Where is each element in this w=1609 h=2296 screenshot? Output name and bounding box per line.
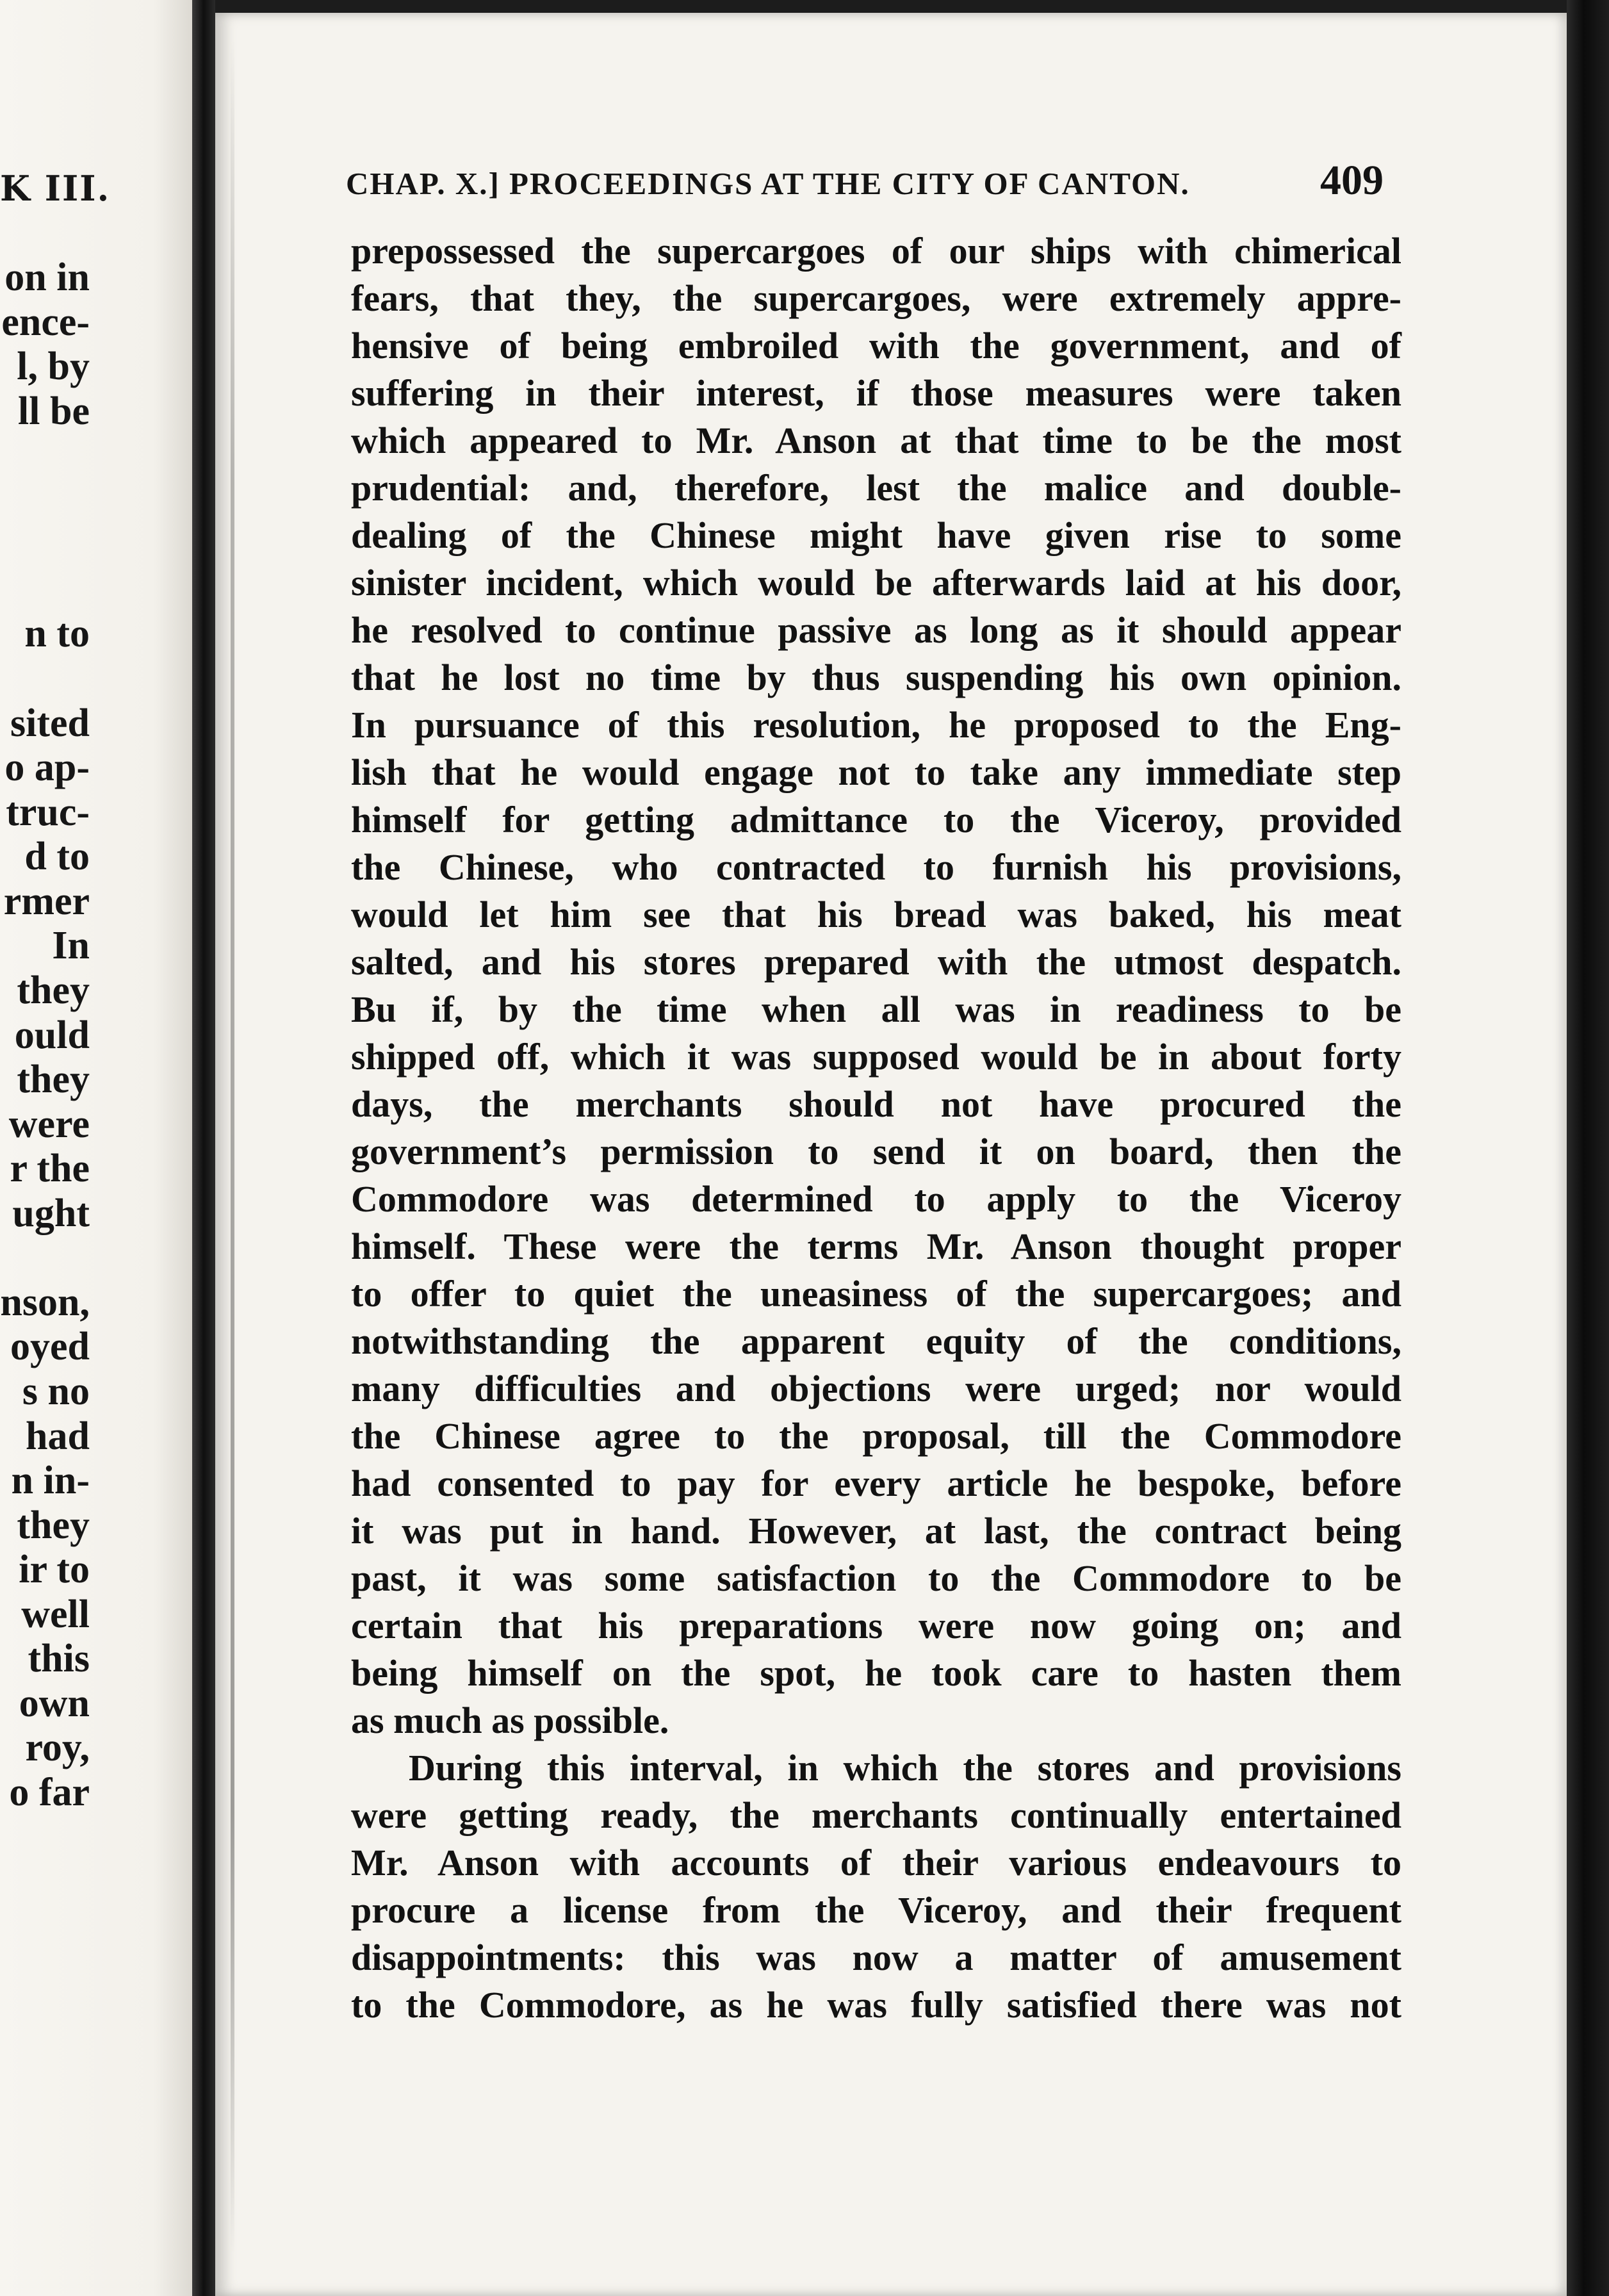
text-line: many difficulties and objections were urged; nor would bbox=[351, 1368, 1401, 1409]
text-line: sinister incident, which would be afterwards laid at his door, bbox=[351, 562, 1401, 603]
left-text-fragment: n in- bbox=[11, 1459, 90, 1503]
text-line: the Chinese, who contracted to furnish his provisions, bbox=[351, 846, 1401, 888]
text-line: were getting ready, the merchants continually entertained bbox=[351, 1794, 1401, 1836]
left-running-head: K III. bbox=[0, 168, 111, 209]
running-head: CHAP. X.] PROCEEDINGS AT THE CITY OF CANTON. bbox=[346, 166, 1190, 201]
left-text-fragment: In bbox=[52, 924, 90, 968]
left-text-fragment: o ap- bbox=[4, 746, 90, 790]
text-line: notwithstanding the apparent equity of the conditions, bbox=[351, 1320, 1401, 1362]
text-line: past, it was some satisfaction to the Commodore to be bbox=[351, 1557, 1401, 1599]
text-line: fears, that they, the supercargoes, were extremely appre- bbox=[351, 277, 1401, 319]
text-line: to the Commodore, as he was fully satisfied there was not bbox=[351, 1984, 1401, 2026]
text-line: being himself on the spot, he took care to hasten them bbox=[351, 1652, 1401, 1694]
text-line: During this interval, in which the stores and provisions bbox=[409, 1747, 1401, 1789]
text-line: would let him see that his bread was baked, his meat bbox=[351, 894, 1401, 935]
left-text-fragment: sited bbox=[10, 701, 90, 745]
page-edge bbox=[1567, 0, 1609, 2296]
left-text-fragment: ught bbox=[12, 1191, 90, 1235]
text-line: prepossessed the supercargoes of our ships with chimerical bbox=[351, 230, 1401, 272]
left-text-fragment: were bbox=[8, 1102, 90, 1146]
left-text-fragment: they bbox=[17, 1503, 90, 1547]
left-text-fragment: this bbox=[28, 1637, 90, 1681]
text-line: Commodore was determined to apply to the Viceroy bbox=[351, 1178, 1401, 1220]
text-line: to offer to quiet the uneasiness of the supercargoes; and bbox=[351, 1273, 1401, 1315]
left-text-fragment: they bbox=[17, 968, 90, 1012]
left-text-fragment: r the bbox=[10, 1147, 90, 1191]
page-header bbox=[346, 156, 1384, 204]
text-line: had consented to pay for every article he bespoke, before bbox=[351, 1463, 1401, 1504]
text-line: certain that his preparations were now going on; and bbox=[351, 1605, 1401, 1646]
page-number: 409 bbox=[1320, 157, 1384, 204]
left-text-fragment: rmer bbox=[3, 879, 90, 923]
left-text-fragment: o far bbox=[9, 1771, 90, 1815]
left-text-fragment: truc- bbox=[6, 790, 90, 834]
page-margin-shadow bbox=[231, 38, 234, 2255]
left-text-fragment: ence- bbox=[1, 300, 90, 344]
text-line: Bu if, by the time when all was in readiness to be bbox=[351, 988, 1401, 1030]
text-line: prudential: and, therefore, lest the malice and double- bbox=[351, 467, 1401, 509]
text-line: days, the merchants should not have procured the bbox=[351, 1083, 1401, 1125]
left-text-fragment: well bbox=[21, 1592, 90, 1636]
left-text-fragment: n to bbox=[24, 612, 90, 656]
text-line: he resolved to continue passive as long as it should appear bbox=[351, 609, 1401, 651]
text-line: that he lost no time by thus suspending his own opinion. bbox=[351, 657, 1401, 698]
text-line: procure a license from the Viceroy, and their frequent bbox=[351, 1889, 1401, 1931]
left-text-fragment: on in bbox=[4, 256, 90, 299]
text-line: dealing of the Chinese might have given rise to some bbox=[351, 514, 1401, 556]
body-text bbox=[351, 227, 1401, 2029]
left-text-fragment: they bbox=[17, 1058, 90, 1102]
left-text-fragment: ll be bbox=[18, 389, 90, 433]
text-line: himself for getting admittance to the Viceroy, provided bbox=[351, 799, 1401, 840]
text-line: lish that he would engage not to take any immediate step bbox=[351, 751, 1401, 793]
text-line: which appeared to Mr. Anson at that time to be the most bbox=[351, 420, 1401, 461]
left-text-fragment: roy, bbox=[25, 1726, 90, 1770]
text-line: Mr. Anson with accounts of their various endeavours to bbox=[351, 1842, 1401, 1883]
text-line: government’s permission to send it on board, then the bbox=[351, 1131, 1401, 1172]
left-text-fragment: oyed bbox=[10, 1325, 90, 1369]
text-line: himself. These were the terms Mr. Anson thought proper bbox=[351, 1226, 1401, 1267]
left-text-fragment: ould bbox=[14, 1013, 90, 1057]
text-line: shipped off, which it was supposed would be in about forty bbox=[351, 1036, 1401, 1078]
left-text-fragment: own bbox=[19, 1681, 90, 1725]
left-text-fragment: nson, bbox=[0, 1280, 90, 1324]
text-line: the Chinese agree to the proposal, till the Commodore bbox=[351, 1415, 1401, 1457]
left-page bbox=[0, 0, 192, 2296]
text-line: salted, and his stores prepared with the utmost despatch. bbox=[351, 941, 1401, 983]
text-line: suffering in their interest, if those measures were taken bbox=[351, 372, 1401, 414]
text-line: it was put in hand. However, at last, the contract being bbox=[351, 1510, 1401, 1552]
left-text-fragment: had bbox=[26, 1414, 90, 1458]
left-text-fragment: l, by bbox=[17, 345, 90, 389]
text-line: disappointments: this was now a matter of amusement bbox=[351, 1937, 1401, 1978]
left-text-fragment: s no bbox=[22, 1370, 90, 1413]
left-text-fragment: ir to bbox=[19, 1548, 90, 1592]
text-line: In pursuance of this resolution, he proposed to the Eng- bbox=[351, 704, 1401, 746]
book-gutter bbox=[192, 0, 215, 2296]
left-text-fragment: d to bbox=[24, 835, 90, 879]
text-line: hensive of being embroiled with the government, and of bbox=[351, 325, 1401, 366]
text-line: as much as possible. bbox=[351, 1700, 669, 1741]
